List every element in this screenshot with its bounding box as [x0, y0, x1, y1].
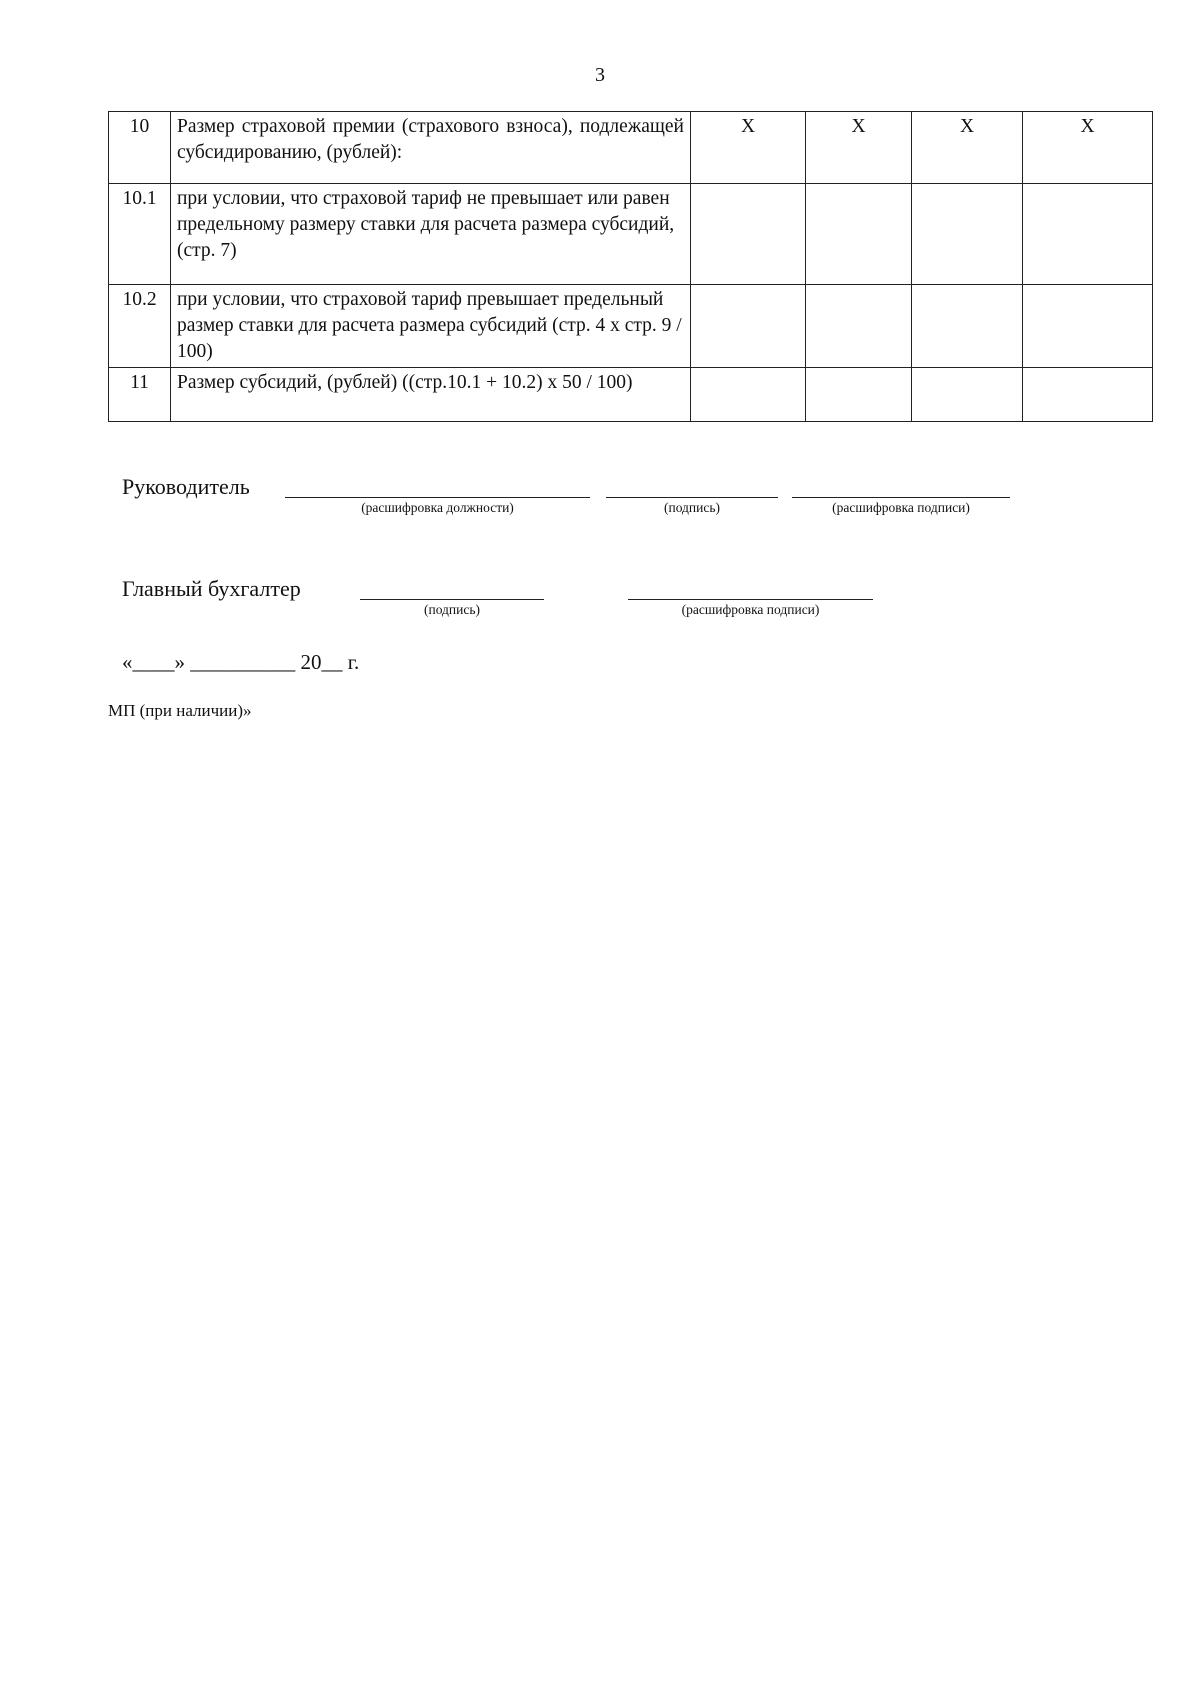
table-row: [109, 285, 1153, 368]
value-cell: Х: [806, 112, 912, 184]
value-cell: [806, 285, 912, 368]
value-cell: [912, 184, 1023, 285]
row-description: при условии, что страховой тариф не превышает или равен предельному размеру ставки для расчета размера субсидий, (стр. 7): [171, 184, 691, 285]
head-decoding-caption: (расшифровка подписи): [832, 500, 970, 515]
row-description: Размер субсидий, (рублей) ((стр.10.1 + 10.2) х 50 / 100): [171, 368, 691, 422]
value-cell: [912, 285, 1023, 368]
chief-accountant-role-label: Главный бухгалтер: [122, 576, 301, 601]
value-cell: [1023, 184, 1153, 285]
value-cell: Х: [912, 112, 1023, 184]
head-role-label: Руководитель: [122, 474, 250, 499]
head-signature-line[interactable]: [606, 497, 778, 498]
value-cell: [691, 184, 806, 285]
table-row: [109, 184, 1153, 285]
value-cell: [1023, 368, 1153, 422]
value-cell: [691, 368, 806, 422]
chief-accountant-signature-caption: (подпись): [423, 602, 481, 617]
row-number: 10: [109, 112, 171, 184]
row-number: 10.1: [109, 184, 171, 285]
value-cell: [806, 184, 912, 285]
value-cell: Х: [691, 112, 806, 184]
chief-accountant-signature-line[interactable]: [360, 599, 544, 600]
value-cell: Х: [1023, 112, 1153, 184]
head-decoding-line[interactable]: [792, 497, 1010, 498]
head-position-caption: (расшифровка должности): [361, 500, 514, 515]
table-row: [109, 112, 1153, 184]
stamp-note: МП (при наличии)»: [108, 701, 252, 720]
value-cell: [806, 368, 912, 422]
table-row: [109, 368, 1153, 422]
page-number: 3: [595, 64, 605, 86]
date-line[interactable]: «____» __________ 20__ г.: [122, 650, 360, 674]
row-number: 10.2: [109, 285, 171, 368]
head-signature-caption: (подпись): [663, 500, 721, 515]
chief-accountant-decoding-caption: (расшифровка подписи): [681, 602, 820, 617]
subsidy-table: [108, 111, 1153, 422]
row-description: Размер страховой премии (страхового взноса), подлежащей субсидированию, (рублей):: [171, 112, 691, 184]
head-position-line[interactable]: [285, 497, 590, 498]
row-description: при условии, что страховой тариф превышает предельный размер ставки для расчета размера субсидий (стр. 4 х стр. 9 / 100): [171, 285, 691, 368]
value-cell: [1023, 285, 1153, 368]
value-cell: [912, 368, 1023, 422]
row-number: 11: [109, 368, 171, 422]
chief-accountant-decoding-line[interactable]: [628, 599, 873, 600]
value-cell: [691, 285, 806, 368]
